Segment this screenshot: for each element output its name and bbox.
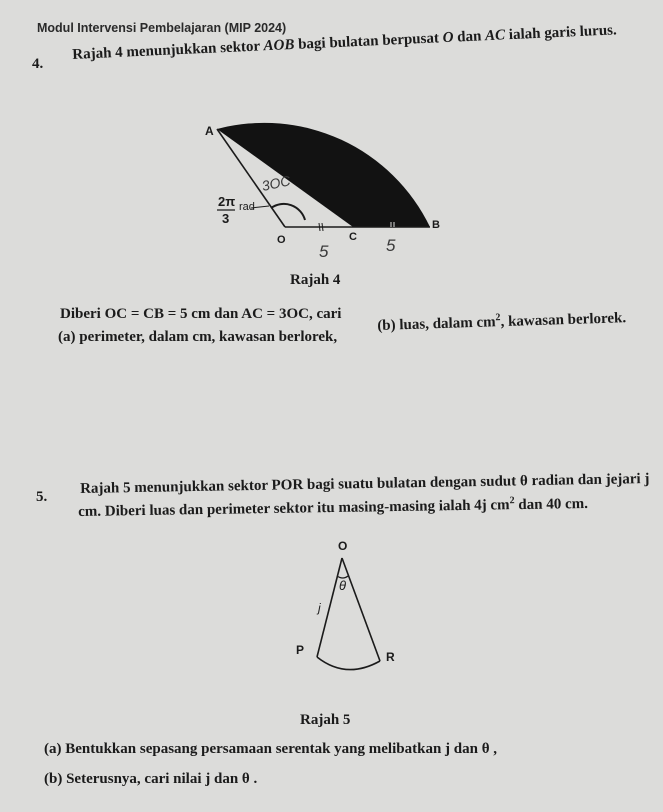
label-theta: θ bbox=[339, 578, 347, 593]
handwritten-3oc: 3OC bbox=[260, 172, 292, 194]
label-a: A bbox=[205, 124, 214, 138]
q4-number: 4. bbox=[32, 56, 44, 72]
q5-number: 5. bbox=[36, 489, 48, 505]
q5-line1: Rajah 5 menunjukkan sektor POR bagi suatu bulatan dengan sudut θ radian dan jejari j bbox=[80, 471, 650, 497]
q5-part-a: (a) Bentukkan sepasang persamaan serentak yang melibatkan j dan θ , bbox=[44, 741, 498, 757]
q4-figure bbox=[195, 105, 455, 265]
q5-figure bbox=[280, 530, 420, 695]
label-o: O bbox=[338, 539, 348, 553]
angle-arc bbox=[271, 204, 305, 220]
label-o: O bbox=[277, 234, 286, 246]
q5-part-b: (b) Seterusnya, cari nilai j dan θ . bbox=[44, 771, 258, 787]
angle-denominator: 3 bbox=[222, 211, 230, 226]
q4-part-b: (b) luas, dalam $cm^2$, kawasan berlorek. bbox=[377, 310, 627, 334]
handwritten-5-cb: 5 bbox=[386, 236, 396, 255]
angle-unit: rad bbox=[239, 201, 255, 213]
angle-numerator: 2π bbox=[218, 194, 236, 209]
document-header: Modul Intervensi Pembelajaran (MIP 2024) bbox=[37, 21, 287, 35]
handwritten-5-oc: 5 bbox=[319, 242, 329, 261]
q4-caption: Rajah 4 bbox=[290, 272, 341, 288]
q4-part-a: (a) perimeter, dalam cm, kawasan berlorek, bbox=[58, 329, 338, 345]
radius-op bbox=[317, 558, 342, 657]
q5-line2: cm. Diberi luas dan perimeter sektor itu masing-masing ialah 4j $cm^2$ dan 40 cm. bbox=[78, 495, 589, 520]
label-j: j bbox=[318, 601, 321, 615]
label-c: C bbox=[349, 231, 357, 243]
label-b: B bbox=[432, 219, 440, 231]
q5-caption: Rajah 5 bbox=[300, 712, 351, 728]
radius-or bbox=[342, 558, 380, 661]
arc-pr bbox=[317, 657, 380, 670]
q4-given: Diberi OC = CB = 5 cm dan AC = 3OC, cari bbox=[60, 306, 342, 322]
q4-statement: Rajah 4 menunjukkan sektor AOB bagi bulatan berpusat O dan AC ialah garis lurus. bbox=[72, 22, 618, 63]
label-p: P bbox=[296, 643, 305, 657]
label-r: R bbox=[386, 650, 395, 664]
